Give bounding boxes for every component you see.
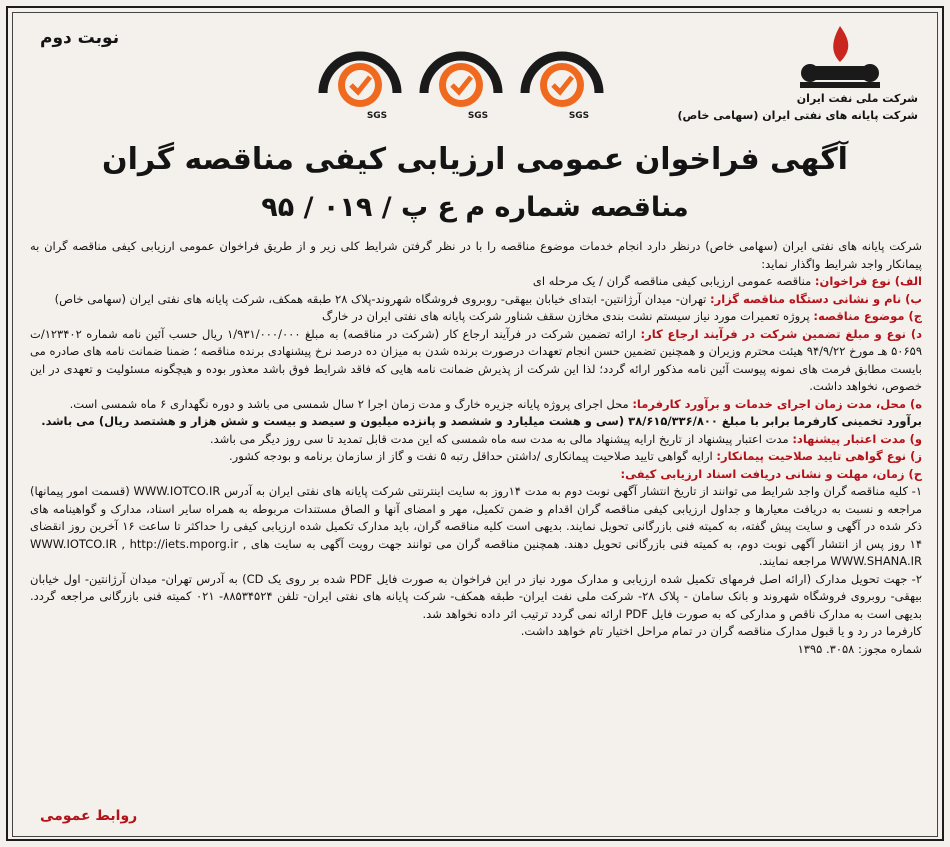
paragraph-1: ۱- کلیه مناقصه گران واجد شرایط می توانند از تاریخ انتشار آگهی نوبت دوم به مدت ۱۴روز به سایت اینترنتی شرکت پایانه های نفتی ایران به آدرس WWW.IOTCO.IR (قسمت امور پیمانها) مراجعه و نسبت به دریافت معیارها و جداول ارزیابی کیفی مناقصه گران اقدام و ضمن تکمیل، مهر و امضای آنها و الصاق مستندات مربوطه به همراه سایر اسناد، مدارک و گواهینامه های ذکر شده در آگهی و سایت پیش گفته، به کمیته فنی بازرگانی تحویل نمایند. بدیهی است کلیه مناقصه گران، باید مدارک تکمیل شده ارزیابی کیفی را حداکثر تا ساعت ۱۶ آخرین روز انقضای ۱۴ روز پس از انتشار آگهی نوبت دوم، به کمیته فنی بازرگانی تحویل دهند. همچنین مناقصه گران می توانند جهت رویت آگهی به سایت های WWW.IOTCO.IR , http://iets.mporg.ir , WWW.SHANA.IR مراجعه نمایند. — [30, 484, 922, 568]
item-d-text: ارائه تضمین شرکت در فرآیند ارجاع کار (شرکت در مناقصه) به مبلغ ۱/۹۳۱/۰۰۰/۰۰۰ ریال حسب آئین نامه شماره ۱۲۳۴۰۲/ت ۵۰۶۵۹ هـ مورخ ۹۴/۹/۲۲ هیئت محترم وزیران و همچنین تضمین حسن انجام تعهدات درصورت برنده شدن به میزان ده درصد نرخ پیشنهادی برنده مناقصه ؛ ضمنا ضمانت نامه های صادره می بایست مطابق فرمت های نمونه پیوست آئین نامه مذکور ارائه گردد؛ لذا این شرکت از پذیرش ضمانت نامه هایی که فاقد شرایط فوق باشد معذور بوده و هیچگونه مسئولیت و تعهدی در این خصوص، نخواهد داشت. — [30, 326, 923, 393]
company-name — [638, 90, 918, 124]
intro-paragraph: شرکت پایانه های نفتی ایران (سهامی خاص) درنظر دارد انجام خدمات موضوع مناقصه را با در نظر گرفتن شرایط کلی زیر و از طریق فراخوان عمومی ارزیابی کیفی مناقصه گران به پیمانکار واجد شرایط واگذار نماید: — [30, 239, 922, 271]
item-d-label: د) نوع و مبلغ تضمین شرکت در فرآیند ارجاع کار: — [640, 326, 922, 341]
item-h — [30, 466, 922, 484]
iso-9001-seal — [315, 38, 405, 120]
nioc-logo — [780, 22, 900, 96]
item-f-text: مدت اعتبار پیشنهاد از تاریخ ارایه پیشنهاد مالی به مدت سه ماه شمسی که این مدت قابل تمدید تا سی روز دیگر می باشد. — [209, 431, 793, 446]
public-relations-signature: روابط عمومی — [40, 808, 138, 824]
item-b-label: ب) نام و نشانی دستگاه مناقصه گزار: — [709, 291, 922, 306]
item-a-text: مناقصه عمومی ارزیابی کیفی مناقصه گران / یک مرحله ای — [532, 274, 815, 288]
svg-text:SGS: SGS — [366, 111, 388, 120]
item-f — [30, 431, 922, 449]
item-c — [30, 308, 922, 326]
estimate-text: برآورد تخمینی کارفرما برابر با مبلغ ۳۸/۶۱۵/۳۳۶/۸۰۰ (سی و هشت میلیارد و ششصد و پانزده میلیون و سیصد و بیست و شش هزار و هشتصد ریال) می باشد. — [41, 414, 922, 428]
notice-round-label: نوبت دوم — [40, 28, 120, 48]
item-h-label: ح) زمان، مهلت و نشانی دریافت اسناد ارزیابی کیفی: — [620, 466, 922, 481]
item-b-text: تهران- میدان آرژانتین- ابتدای خیابان بیهقی- روبروی فروشگاه شهروند-پلاک ۲۸ طبقه همکف، شرکت پایانه های نفتی ایران (سهامی خاص) — [54, 291, 710, 306]
item-e — [30, 396, 922, 414]
svg-text:SGS: SGS — [569, 111, 590, 120]
notice-body — [30, 238, 922, 658]
item-g — [30, 448, 922, 466]
certification-logos — [315, 38, 635, 118]
item-f-label: و) مدت اعتبار پیشنهاد: — [792, 431, 922, 446]
company-line-2: شرکت پایانه های نفتی ایران (سهامی خاص) — [677, 109, 918, 122]
item-e-text: محل اجرای پروژه پایانه جزیره خارگ و مدت زمان اجرا ۲ سال شمسی می باشد و دوره نگهداری ۶ ماه شمسی است. — [69, 396, 633, 411]
estimate-line — [30, 413, 922, 431]
item-a — [30, 273, 922, 291]
iso-14001-seal — [517, 38, 607, 120]
company-line-1: شرکت ملی نفت ایران — [796, 92, 918, 105]
item-e-label: ه) محل، مدت زمان اجرای خدمات و برآورد کارفرما: — [632, 396, 922, 411]
page-title: آگهی فراخوان عمومی ارزیابی کیفی مناقصه گران — [102, 142, 848, 177]
svg-text:SGS: SGS — [467, 111, 489, 120]
item-b — [30, 291, 922, 309]
item-c-text: پروژه تعمیرات مورد نیاز سیستم نشت بندی مخازن سقف شناور شرکت پایانه های نفتی ایران در خارگ — [322, 309, 814, 323]
item-g-label: ز) نوع گواهی تایید صلاحیت پیمانکار: — [716, 449, 922, 463]
permit-number: شماره مجوز: ۳۰۵۸. ۱۳۹۵ — [797, 641, 922, 656]
closing-line: کارفرما در رد و یا قبول مدارک مناقصه گران در تمام مراحل اختیار تام خواهد داشت. — [520, 624, 922, 638]
item-c-label: ج) موضوع مناقصه: — [813, 309, 922, 323]
nioc-flame-icon — [780, 22, 900, 92]
ohsas-18001-seal — [416, 38, 506, 120]
item-d — [30, 326, 922, 396]
tender-number: مناقصه شماره م ع پ / ۰۱۹ / ۹۵ — [261, 192, 689, 223]
item-g-text: ارایه گواهی تایید صلاحیت پیمانکاری /داشتن حداقل رتبه ۵ نفت و گاز از سازمان برنامه و بودجه کشور. — [228, 449, 717, 463]
paragraph-2: ۲- جهت تحویل مدارک (ارائه اصل فرمهای تکمیل شده ارزیابی و مدارک مورد نیاز در این فراخوان به صورت فایل PDF شده بر روی یک CD) به آدرس تهران- میدان آرژانتین- اول خیابان بیهقی- روبروی فروشگاه شهروند و بانک سامان - پلاک ۲۸- شرکت ملی نفت ایران- طبقه همکف- شرکت پایانه های نفتی ایران- تلفن ۸۸۵۳۴۵۲۴- ۰۲۱ کمیته فنی بازرگانی مراجعه گردد. بدیهی است به مدارک ناقص و مدارکی که به صورت فایل PDF ارائه نمی گردد ترتیب اثر داده نخواهد شد. — [30, 571, 923, 621]
item-a-label: الف) نوع فراخوان: — [814, 274, 922, 288]
